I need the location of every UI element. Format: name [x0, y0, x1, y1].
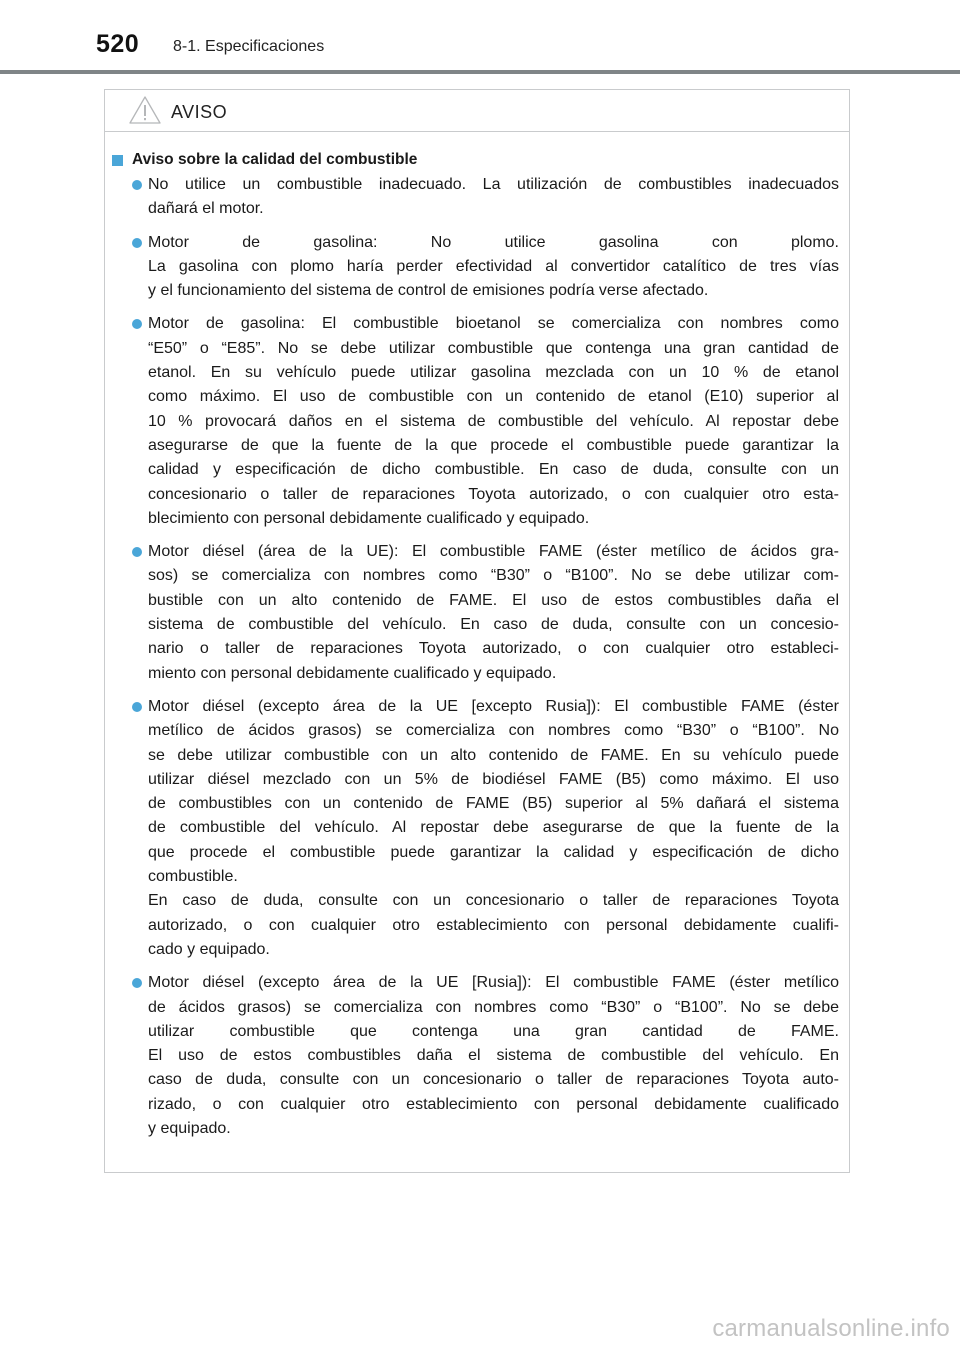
text-line: que procede el combustible puede garantizar la calidad y especificación de dicho — [148, 843, 839, 861]
page-number: 520 — [96, 30, 140, 58]
text-line: autorizado, o con cualquier otro establecimiento con personal debidamente cualifi- — [148, 916, 839, 934]
warning-box — [104, 89, 850, 1173]
text-line: No utilice un combustible inadecuado. La utilización de combustibles inadecuados — [148, 176, 839, 193]
text-line: concesionario o taller de reparaciones Toyota autorizado, o con cualquier otro esta- — [148, 485, 839, 503]
text-line: En caso de duda, consulte con un concesionario o taller de reparaciones Toyota — [148, 892, 839, 910]
text-line: caso de duda, consulte con un concesionario o taller de reparaciones Toyota auto- — [148, 1071, 839, 1089]
warning-triangle-icon — [128, 95, 162, 125]
text-line: dañará el motor. — [148, 200, 264, 218]
round-bullet-icon — [132, 702, 142, 712]
warning-body — [105, 132, 849, 1141]
text-line: La gasolina con plomo haría perder efectividad al convertidor catalítico de tres vías — [148, 257, 839, 275]
text-line: combustible. — [148, 868, 238, 886]
list-item — [112, 173, 839, 222]
text-line: de combustibles con un contenido de FAME (B5) superior al 5% dañará el sistema — [148, 795, 839, 813]
round-bullet-icon — [132, 238, 142, 248]
text-line: asegurarse de que la fuente de la que procede el combustible puede garantizar la — [148, 436, 839, 454]
text-line: rizado, o con cualquier otro establecimiento con personal debidamente cualificado — [148, 1095, 839, 1113]
text-line: de ácidos grasos) se comercializa con nombres como “B30” o “B100”. No se debe — [148, 998, 839, 1016]
text-line: metílico de ácidos grasos) se comercializa con nombres como “B30” o “B100”. No — [148, 722, 839, 740]
text-line: y equipado. — [148, 1119, 231, 1137]
section-title: 8-1. Especificaciones — [173, 38, 325, 55]
text-line: Motor diésel (excepto área de la UE [excepto Rusia]): El combustible FAME (éster — [148, 697, 839, 715]
text-line: blecimiento con personal debidamente cualificado y equipado. — [148, 509, 590, 527]
round-bullet-icon — [132, 319, 142, 329]
text-line: de combustible del vehículo. Al repostar debe asegurarse de que la fuente de la — [148, 819, 839, 837]
square-bullet-icon — [112, 155, 123, 166]
list-item — [112, 540, 839, 686]
list-item — [112, 971, 839, 1141]
header-rule — [0, 70, 960, 74]
text-line: como máximo. El uso de combustible con un contenido de etanol (E10) superior al — [148, 388, 839, 406]
text-line: cado y equipado. — [148, 940, 270, 958]
text-line: 10 % provocará daños en el sistema de combustible del vehículo. Al repostar debe — [148, 412, 839, 430]
warning-subheading — [112, 151, 839, 169]
text-line: El uso de estos combustibles daña el sistema de combustible del vehículo. En — [148, 1047, 839, 1065]
text-line: miento con personal debidamente cualificado y equipado. — [148, 664, 557, 682]
text-line: “E50” o “E85”. No se debe utilizar combustible que contenga una gran cantidad de — [148, 339, 839, 357]
text-line: Motor de gasolina: No utilice gasolina con plomo. — [148, 233, 839, 251]
watermark: carmanualsonline.info — [712, 1315, 950, 1342]
text-line: utilizar diésel mezclado con un 5% de biodiésel FAME (B5) como máximo. El uso — [148, 770, 839, 788]
text-line: sos) se comercializa con nombres como “B30” o “B100”. No se debe utilizar com- — [148, 567, 839, 585]
round-bullet-icon — [132, 547, 142, 557]
text-line: calidad y especificación de dicho combustible. En caso de duda, consulte con un — [148, 461, 839, 479]
text-line: Motor diésel (área de la UE): El combustible FAME (éster metílico de ácidos gra- — [148, 543, 839, 561]
text-line: y el funcionamiento del sistema de control de emisiones podría verse afectado. — [148, 282, 709, 300]
text-line: sistema de combustible del vehículo. En caso de duda, consulte con un concesio- — [148, 616, 839, 634]
text-line: nario o taller de reparaciones Toyota autorizado, o con cualquier otro estableci- — [148, 640, 839, 658]
warning-heading-text: Aviso sobre la calidad del combustible — [132, 151, 418, 168]
round-bullet-icon — [132, 978, 142, 988]
text-line: Motor diésel (excepto área de la UE [Rusia]): El combustible FAME (éster metílico — [148, 974, 839, 992]
page-header — [0, 0, 960, 78]
warning-items — [112, 173, 839, 1141]
text-line: bustible con un alto contenido de FAME. El uso de estos combustibles daña el — [148, 591, 839, 609]
text-line: utilizar combustible que contenga una gran cantidad de FAME. — [148, 1022, 839, 1040]
round-bullet-icon — [132, 180, 142, 190]
list-item — [112, 312, 839, 531]
text-line: se debe utilizar combustible con un alto contenido de FAME. En su vehículo puede — [148, 746, 839, 764]
list-item — [112, 695, 839, 962]
list-item — [112, 231, 839, 304]
text-line: etanol. En su vehículo puede utilizar gasolina mezclada con un 10 % de etanol — [148, 364, 839, 382]
warning-title: AVISO — [171, 102, 228, 122]
text-line: Motor de gasolina: El combustible bioetanol se comercializa con nombres como — [148, 315, 839, 333]
warning-header — [105, 90, 849, 132]
